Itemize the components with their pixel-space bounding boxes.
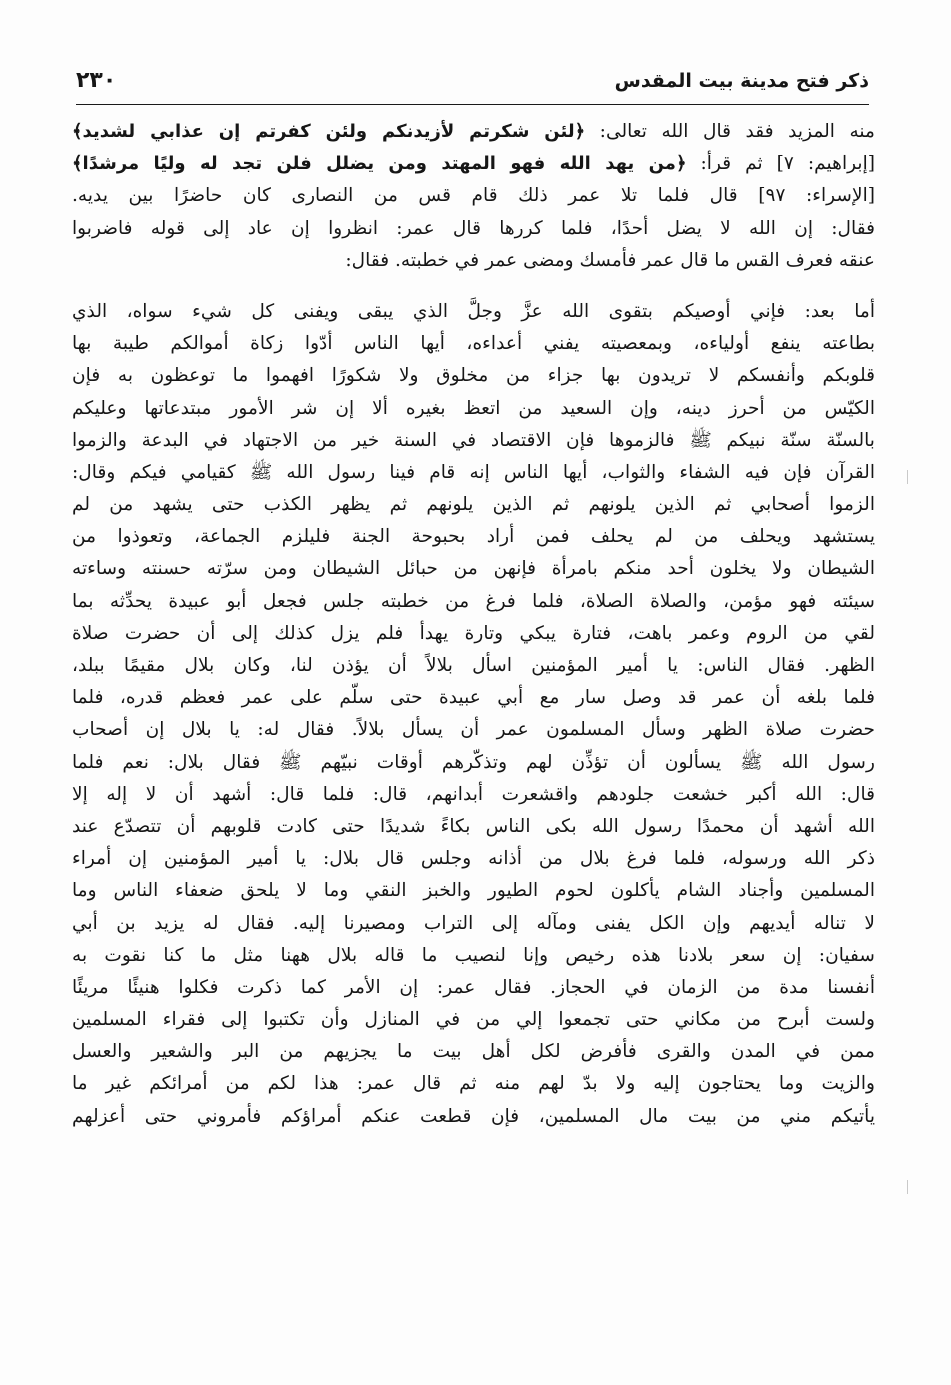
running-title: ذكر فتح مدينة بيت المقدس bbox=[614, 70, 869, 92]
text-segment: فقال: إن الله لا يضل أحدًا، فلما كررها قال عمر: انظروا إن عاد إلى قوله فاضربوا bbox=[72, 217, 875, 239]
text-line: أنفسنا مدة من الزمان في الحجاز. فقال عمر: إن الأمر كما ذكرت فكلوا هنيئًا مريئًا bbox=[72, 976, 875, 998]
text-line: ولست أبرح من مكاني حتى تجمعوا إلي من في المنازل وأن تكتبوا إلى فقراء المسلمين bbox=[72, 1009, 875, 1031]
text-segment: [إبراهيم: ٧] ثم قرأ: bbox=[686, 153, 875, 175]
text-line: الشيطان ولا يخلون أحد منكم بامرأة فإنهن من حبائل الشيطان ومن سرّته حسنته وساءته bbox=[72, 558, 875, 580]
text-line: رسول الله ﷺ يسألون أن تؤذِّن لهم وتذكّرهم أوقات نبيّهم ﷺ فقال بلال: نعم فلما bbox=[72, 751, 875, 773]
margin-scan-mark bbox=[907, 470, 908, 484]
text-line bbox=[72, 245, 875, 277]
text-line bbox=[72, 180, 875, 212]
text-line: لا تناله أيديهم وإن الكل يفنى ومآله إلى التراب ومصيرنا إليه. فقال له يزيد بن أبي bbox=[72, 912, 875, 934]
quran-quote: ﴿لئن شكرتم لأزيدنكم ولئن كفرتم إن عذابي لشديد﴾ bbox=[72, 121, 586, 142]
text-line: الكيّس من أحرز دينه، وإن السعيد من اتعظ بغيره ألا إن شر الأمور مبتدعاتها وعليكم bbox=[72, 397, 875, 419]
text-segment: عنقه فعرف القس ما قال عمر فأمسك ومضى عمر في خطبته. فقال: bbox=[345, 249, 875, 271]
text-line: ذكر الله ورسوله، فلما فرغ بلال من أذانه وجلس قال بلال: يا أمير المؤمنين إن أمراء bbox=[72, 848, 875, 870]
text-line: والزيت وما يحتاجون إليه ولا بدّ لهم منه ثم قال عمر: هذا لكم من أمرائكم غير ما bbox=[72, 1073, 875, 1095]
text-line: يستشهد ويحلف من لم يحلف فمن أراد بحبوحة الجنة فليلزم الجماعة، وتعوذوا من bbox=[72, 526, 875, 548]
text-line: المسلمين وأجناد الشام يأكلون لحوم الطيور والخبز النقي وما لا يلحق ضعفاء الناس وما bbox=[72, 880, 875, 902]
text-line: ممن في المدن والقرى فأفرض لكل أهل بيت ما يجزيهم من البر والشعير والعسل bbox=[72, 1041, 875, 1063]
text-line: بالسنّة سنّة نبيكم ﷺ فالزموها فإن الاقتصاد في السنة خير من الاجتهاد في البدعة والزموا bbox=[72, 429, 875, 451]
text-line: يأتيكم مني من بيت مال المسلمين، فإن قطعت عنكم أمراؤكم فأمروني حتى أعزلهم bbox=[72, 1105, 875, 1127]
page-number: ٢٣٠ bbox=[76, 68, 117, 93]
text-line: قلوبكم وأنفسكم لا تريدون بها جزاء من مخلوق ولا شكورًا افهموا ما توعظون به فإن bbox=[72, 365, 875, 387]
text-line bbox=[72, 116, 875, 148]
text-segment: [الإسراء: ٩٧] قال فلما تلا عمر ذلك قام قس من النصارى كان حاضرًا بين يديه. bbox=[72, 185, 875, 207]
text-line: فلما بلغه أن عمر قد وصل سار مع أبي عبيدة حتى سلّم على عمر فعظم قدره، فلما bbox=[72, 687, 875, 709]
text-line: سيئته فهو مؤمن، والصلاة الصلاة، فلما فرغ من خطبته جلس فجعل أبو عبيدة يحدِّثه بما bbox=[72, 590, 875, 612]
text-line: بطاعته ينفع أولياءه، وبمعصيته يفني أعداءه، أيها الناس أدّوا زكاة أموالكم طيبة بها bbox=[72, 333, 875, 355]
text-line: الله أشهد أن محمدًا رسول الله بكى الناس بكاءً شديدًا حتى كادت قلوبهم أن تتصدّع عند bbox=[72, 815, 875, 837]
margin-scan-mark bbox=[907, 1180, 908, 1194]
paragraph-sermon bbox=[72, 296, 875, 1133]
text-line: الظهر. فقال الناس: يا أمير المؤمنين اسأل بلالاً أن يؤذن لنا، وكان بلال مقيمًا ببلد، bbox=[72, 655, 875, 676]
body-text bbox=[72, 116, 875, 1133]
text-line: أما بعد: فإني أوصيكم بتقوى الله عزَّ وجلَّ الذي يبقى ويفنى كل شيء سواه، الذي bbox=[72, 300, 875, 322]
text-line: الزموا أصحابي ثم الذين يلونهم ثم الذين يلونهم ثم يظهر الكذب حتى يشهد من لم bbox=[72, 494, 875, 516]
text-line bbox=[72, 213, 875, 245]
text-line: قال: الله أكبر خشعت جلودهم واقشعرت أبدانهم، قال: فلما قال: أشهد أن لا إله إلا bbox=[72, 783, 875, 805]
text-line: حضرت صلاة الظهر وسأل المسلمون عمر أن يسأل بلالاً. فقال له: يا بلال إن أصحاب bbox=[72, 719, 875, 741]
page-header bbox=[76, 62, 869, 105]
paragraph-intro bbox=[72, 116, 875, 277]
text-line: لقي من الروم وعمر باهت، فتارة يبكي وتارة يهدأ فلم يزل كذلك إلى أن حضرت صلاة bbox=[72, 622, 875, 644]
quran-quote: ﴿من يهد الله فهو المهتد ومن يضلل فلن تجد له وليًا مرشدًا﴾ bbox=[72, 153, 687, 175]
text-segment: منه المزيد فقد قال الله تعالى: bbox=[585, 121, 875, 142]
text-line: القرآن فإن فيه الشفاء والثواب، أيها الناس إنه قام فينا رسول الله ﷺ كقيامي فيكم وقال: bbox=[72, 461, 875, 483]
text-line: سفيان: إن سعر بلادنا هذه رخيص وإنا لنصيب ما قاله بلال ههنا مثل ما كنا نقوت به bbox=[72, 944, 875, 966]
text-line bbox=[72, 148, 875, 180]
